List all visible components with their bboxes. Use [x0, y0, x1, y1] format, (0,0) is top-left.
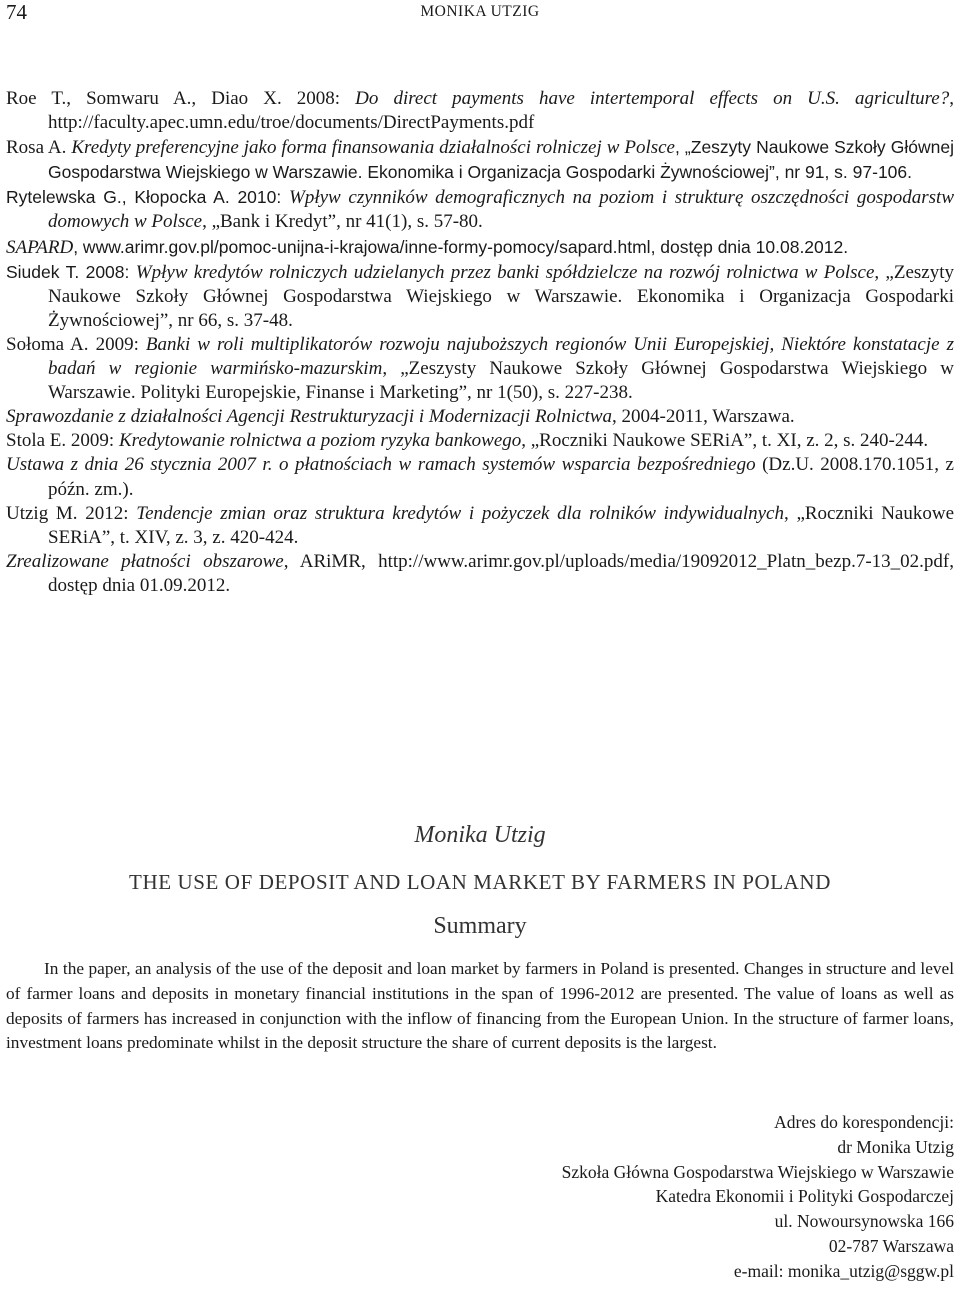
summary-author: Monika Utzig: [414, 822, 546, 848]
correspondence-city: 02-787 Warszawa: [828, 1235, 954, 1256]
reference-item: [6, 429, 954, 453]
reference-details: , „Zeszysty Naukowe Szkoły Głównej Gospodarstwa Wiejskiego w Warszawie. Polityki Europejskie, Finanse i Marketing”, nr 1(50), s. 227-238.: [48, 358, 954, 404]
reference-item: [6, 185, 954, 234]
reference-title: Do direct payments have intertemporal effects on U.S. agriculture?: [355, 88, 950, 109]
reference-title: Banki w roli multiplikatorów rozwoju najuboższych regionów Unii Europejskiej, Niektóre konstatacje z badań w regionie warmińsko-mazurskim: [48, 333, 954, 380]
correspondence-name: dr Monika Utzig: [837, 1136, 954, 1157]
reference-details: , „Zeszyty Naukowe Szkoły Głównej Gospodarstwa Wiejskiego w Warszawie. Ekonomika i Organizacja Gospodarki Żywnościowej”, nr 66, s. 37-48.: [48, 261, 955, 331]
running-head: MONIKA UTZIG: [420, 3, 540, 20]
reference-title: Kredyty preferencyjne jako forma finansowania działalności rolniczej w Polsce: [71, 137, 675, 159]
reference-author: Stola E. 2009:: [6, 430, 119, 452]
reference-details: (Dz.U. 2008.170.1051, z późn. zm.).: [48, 454, 954, 500]
reference-details: , 2004-2011, Warszawa.: [612, 406, 795, 428]
reference-details: , http://faculty.apec.umn.edu/troe/documents/DirectPayments.pdf: [48, 88, 954, 134]
reference-title: Tendencje zmian oraz struktura kredytów i pożyczek dla rolników indywidualnych: [136, 502, 784, 524]
correspondence-street: ul. Nowoursynowska 166: [774, 1211, 954, 1232]
reference-list: [6, 87, 954, 598]
reference-author: Siudek T. 2008:: [6, 261, 136, 282]
reference-item: [6, 87, 954, 135]
reference-author: Rosa A.: [6, 137, 72, 159]
reference-title: Kredytowanie rolnictwa a poziom ryzyka bankowego: [118, 430, 522, 452]
reference-item: [6, 502, 954, 550]
reference-title: Wpływ czynników demograficznych na poziom i strukturę oszczędności gospodarstw domowych w Polsce: [48, 187, 954, 233]
reference-item: [6, 453, 954, 501]
reference-author: Sołoma A. 2009:: [6, 333, 146, 355]
reference-title: Sprawozdanie z działalności Agencji Restrukturyzacji i Modernizacji Rolnictwa: [6, 406, 613, 428]
reference-details: , „Bank i Kredyt”, nr 41(1), s. 57-80.: [202, 211, 483, 233]
reference-title: Ustawa z dnia 26 stycznia 2007 r. o płatnościach w ramach systemów wsparcia bezpośredniego: [6, 454, 756, 476]
reference-author: Utzig M. 2012:: [6, 502, 137, 524]
reference-item: [6, 260, 954, 333]
reference-item: [6, 405, 954, 429]
reference-item: [6, 135, 954, 185]
summary-heading: Summary: [433, 913, 527, 939]
reference-details: , „Roczniki Naukowe SERiA”, t. XI, z. 2, s. 240-244.: [521, 430, 929, 452]
page-number: 74: [6, 0, 27, 24]
summary-title: THE USE OF DEPOSIT AND LOAN MARKET BY FARMERS IN POLAND: [129, 870, 831, 894]
correspondence-address: [354, 1110, 954, 1284]
reference-author: Roe T., Somwaru A., Diao X. 2008:: [6, 88, 356, 109]
reference-title: Zrealizowane płatności obszarowe: [6, 550, 284, 572]
reference-details: , „Zeszyty Naukowe Szkoły Głównej Gospodarstwa Wiejskiego w Warszawie. Ekonomika i Organizacja Gospodarki Żywnościowej”, nr 91, s. 97-106.: [48, 137, 954, 183]
reference-item: [6, 333, 954, 405]
reference-details: , „Roczniki Naukowe SERiA”, t. XIV, z. 3, z. 420-424.: [48, 502, 955, 548]
correspondence-institution: Szkoła Główna Gospodarstwa Wiejskiego w Warszawie: [561, 1161, 954, 1182]
correspondence-email: e-mail: monika_utzig@sggw.pl: [733, 1260, 954, 1281]
reference-title: SAPARD: [6, 236, 74, 258]
reference-title: Wpływ kredytów rolniczych udzielanych przez banki spółdzielcze na rozwój rolnictwa w Polsce: [135, 261, 875, 283]
reference-item: [6, 235, 954, 260]
reference-item: [6, 550, 954, 598]
correspondence-label: Adres do korespondencji:: [774, 1112, 954, 1132]
summary-body: In the paper, an analysis of the use of the deposit and loan market by farmers in Poland is presented. Changes in structure and level of farmer loans and deposits in monetary financial institutions in the span of 1996-2012 are presented. The value of loans as well as deposits of farmers has increased in conjunction with the inflow of financing from the European Union. In the structure of farmer loans, investment loans predominate whilst in the deposit structure the share of current deposits is the largest.: [6, 959, 954, 1053]
reference-author: Rytelewska G., Kłopocka A. 2010:: [6, 187, 290, 208]
correspondence-department: Katedra Ekonomii i Polityki Gospodarczej: [655, 1186, 954, 1207]
reference-details: , www.arimr.gov.pl/pomoc-unijna-i-krajowa/inne-formy-pomocy/sapard.html, dostęp dnia 10.08.2012.: [73, 236, 849, 257]
reference-details: , ARiMR, http://www.arimr.gov.pl/uploads/media/19092012_Platn_bezp.7-13_02.pdf, dostęp dnia 01.09.2012.: [48, 550, 954, 596]
